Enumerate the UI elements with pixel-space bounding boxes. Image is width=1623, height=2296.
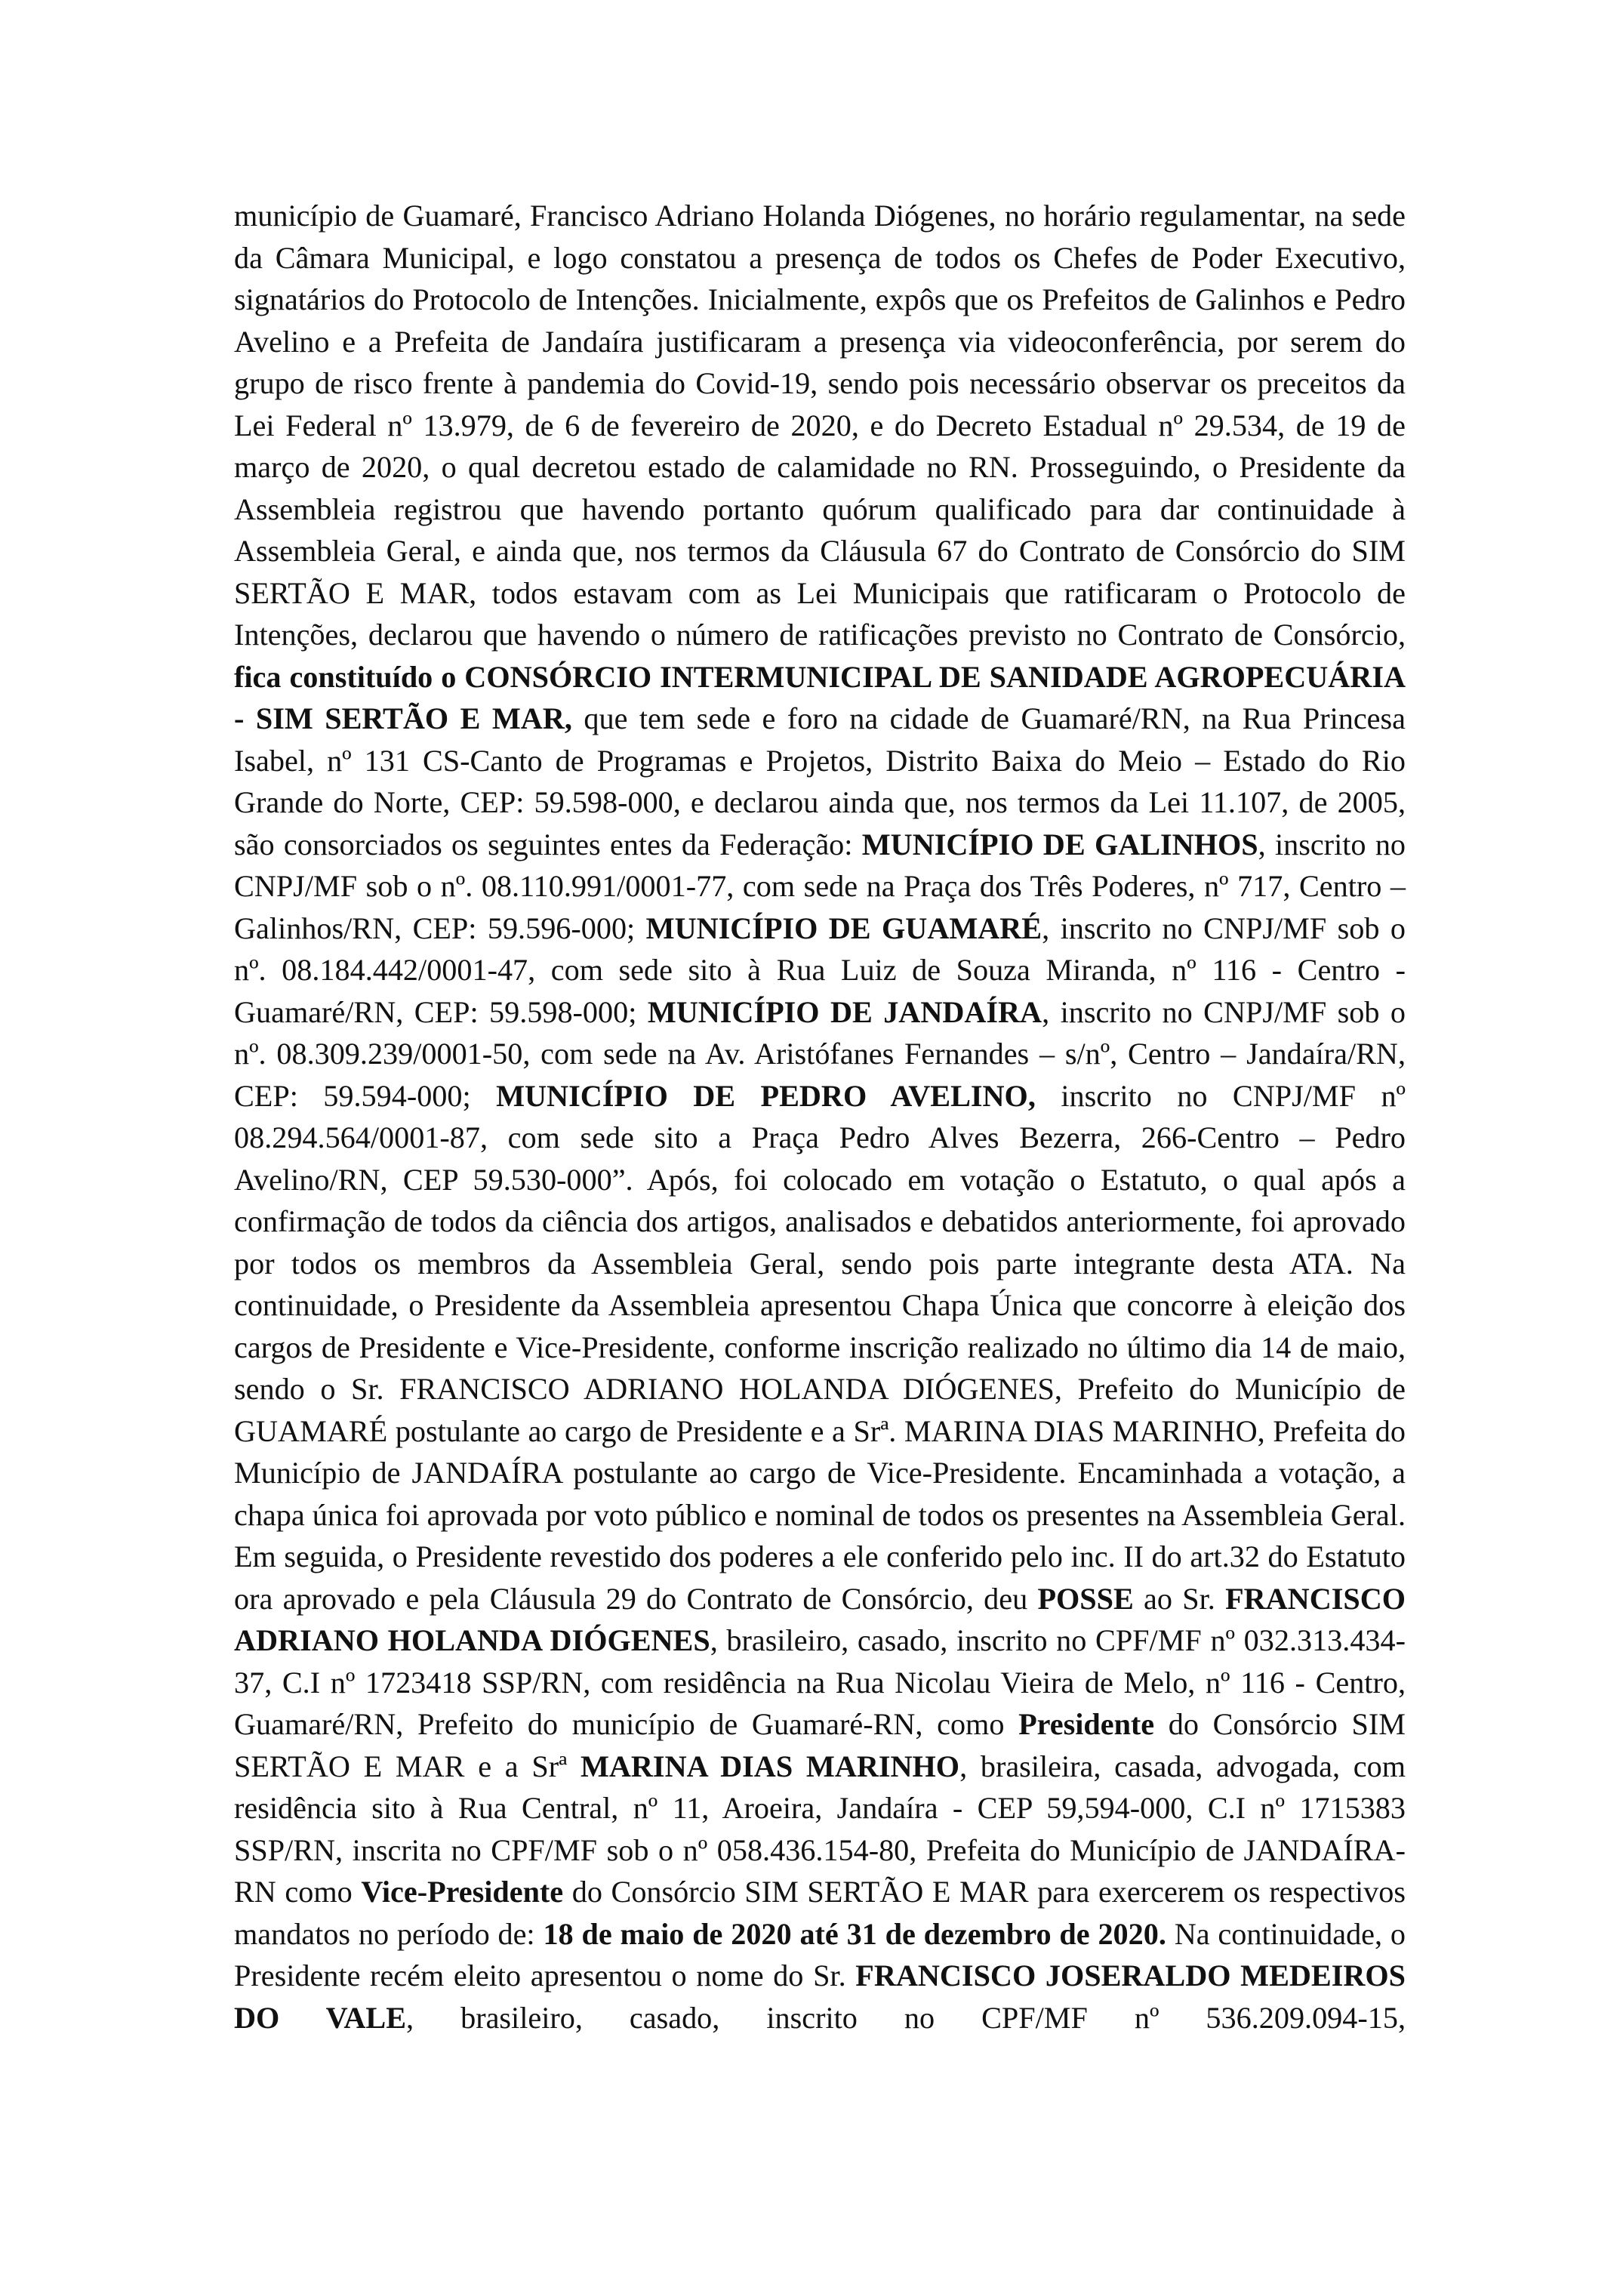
text-segment: ao Sr. [1133, 1581, 1226, 1616]
bold-text-segment: MUNICÍPIO DE GUAMARÉ [645, 911, 1042, 945]
text-segment: do Consórcio SIM SERTÃO E MAR e a Srª [234, 1707, 1406, 1783]
text-segment: , inscrito no CNPJ/MF sob o nº. 08.184.442/0001-47, com sede sito à Rua Luiz de Souza Miranda, nº 116 - Centro - Guamaré/RN, CEP: 59.598-000; [234, 911, 1406, 1029]
text-segment: , brasileiro, casado, inscrito no CPF/MF nº 032.313.434-37, C.I nº 1723418 SSP/RN, com residência na Rua Nicolau Vieira de Melo, nº 116 - Centro, Guamaré/RN, Prefeito do município de Guamaré-RN, como [234, 1623, 1406, 1741]
bold-text-segment: FRANCISCO JOSERALDO MEDEIROS DO VALE [234, 1959, 1406, 2035]
text-segment: que tem sede e foro na cidade de Guamaré/RN, na Rua Princesa Isabel, nº 131 CS-Canto de Programas e Projetos, Distrito Baixa do Meio – Estado do Rio Grande do Norte, CEP: 59.598-000, e declarou ainda que, nos termos da Lei 11.107, de 2005, são consorciados os seguintes entes da Federação: [234, 701, 1406, 861]
text-segment: inscrito no CNPJ/MF nº 08.294.564/0001-87, com sede sito a Praça Pedro Alves Bezerra, 266-Centro – Pedro Avelino/RN, CEP 59.530-000”. Após, foi colocado em votação o Estatuto, o qual após a confirmação de todos da ciência dos artigos, analisados e debatidos anteriormente, foi aprovado por todos os membros da Assembleia Geral, sendo pois parte integrante desta ATA. Na continuidade, o Presidente da Assembleia apresentou Chapa Única que concorre à eleição dos cargos de Presidente e Vice-Presidente, conforme inscrição realizado no último dia 14 de maio, sendo o Sr. FRANCISCO ADRIANO HOLANDA DIÓGENES, Prefeito do Município de GUAMARÉ postulante ao cargo de Presidente e a Srª. MARINA DIAS MARINHO, Prefeita do Município de JANDAÍRA postulante ao cargo de Vice-Presidente. Encaminhada a votação, a chapa única foi aprovada por voto público e nominal de todos os presentes na Assembleia Geral. Em seguida, o Presidente revestido dos poderes a ele conferido pelo inc. II do art.32 do Estatuto ora aprovado e pela Cláusula 29 do Contrato de Consórcio, deu [234, 1078, 1406, 1616]
bold-text-segment: MUNICÍPIO DE PEDRO AVELINO, [496, 1078, 1036, 1113]
text-segment: município de Guamaré, Francisco Adriano Holanda Diógenes, no horário regulamentar, na sede da Câmara Municipal, e logo constatou a presença de todos os Chefes de Poder Executivo, signatários do Protocolo de Intenções. Inicialmente, expôs que os Prefeitos de Galinhos e Pedro Avelino e a Prefeita de Jandaíra justificaram a presença via videoconferência, por serem do grupo de risco frente à pandemia do Covid-19, sendo pois necessário observar os preceitos da Lei Federal nº 13.979, de 6 de fevereiro de 2020, e do Decreto Estadual nº 29.534, de 19 de março de 2020, o qual decretou estado de calamidade no RN. Prosseguindo, o Presidente da Assembleia registrou que havendo portanto quórum qualificado para dar continuidade à Assembleia Geral, e ainda que, nos termos da Cláusula 67 do Contrato de Consórcio do SIM SERTÃO E MAR, todos estavam com as Lei Municipais que ratificaram o Protocolo de Intenções, declarou que havendo o número de ratificações previsto no Contrato de Consórcio, [234, 199, 1406, 652]
body-paragraph [234, 195, 1406, 2039]
bold-text-segment: MUNICÍPIO DE JANDAÍRA [647, 994, 1042, 1029]
bold-text-segment: MARINA DIAS MARINHO [580, 1749, 960, 1783]
text-segment: , brasileira, casada, advogada, com residência sito à Rua Central, nº 11, Aroeira, Jandaíra - CEP 59,594-000, C.I nº 1715383 SSP/RN, inscrita no CPF/MF sob o nº 058.436.154-80, Prefeita do Município de JANDAÍRA-RN como [234, 1749, 1406, 1909]
document-page [234, 195, 1406, 2039]
text-segment: Na continuidade, o Presidente recém eleito apresentou o nome do Sr. [234, 1916, 1406, 1992]
text-segment: , brasileiro, casado, inscrito no CPF/MF nº 536.209.094-15, [406, 2000, 1406, 2035]
bold-text-segment: Presidente [1018, 1707, 1155, 1741]
text-segment: , inscrito no CNPJ/MF sob o nº. 08.110.991/0001-77, com sede na Praça dos Três Poderes, nº 717, Centro – Galinhos/RN, CEP: 59.596-000; [234, 827, 1406, 945]
bold-text-segment: 18 de maio de 2020 até 31 de dezembro de 2020. [543, 1916, 1166, 1951]
bold-text-segment: fica constituído o CONSÓRCIO INTERMUNICIPAL DE SANIDADE AGROPECUÁRIA - SIM SERTÃO E MAR, [234, 659, 1406, 735]
bold-text-segment: FRANCISCO ADRIANO HOLANDA DIÓGENES [234, 1581, 1406, 1657]
text-segment: , inscrito no CNPJ/MF sob o nº. 08.309.239/0001-50, com sede na Av. Aristófanes Fernandes – s/nº, Centro – Jandaíra/RN, CEP: 59.594-000; [234, 994, 1406, 1113]
text-segment: do Consórcio SIM SERTÃO E MAR para exercerem os respectivos mandatos no período de: [234, 1875, 1406, 1951]
bold-text-segment: POSSE [1037, 1581, 1134, 1616]
bold-text-segment: Vice-Presidente [361, 1875, 564, 1909]
bold-text-segment: MUNICÍPIO DE GALINHOS [861, 827, 1258, 861]
